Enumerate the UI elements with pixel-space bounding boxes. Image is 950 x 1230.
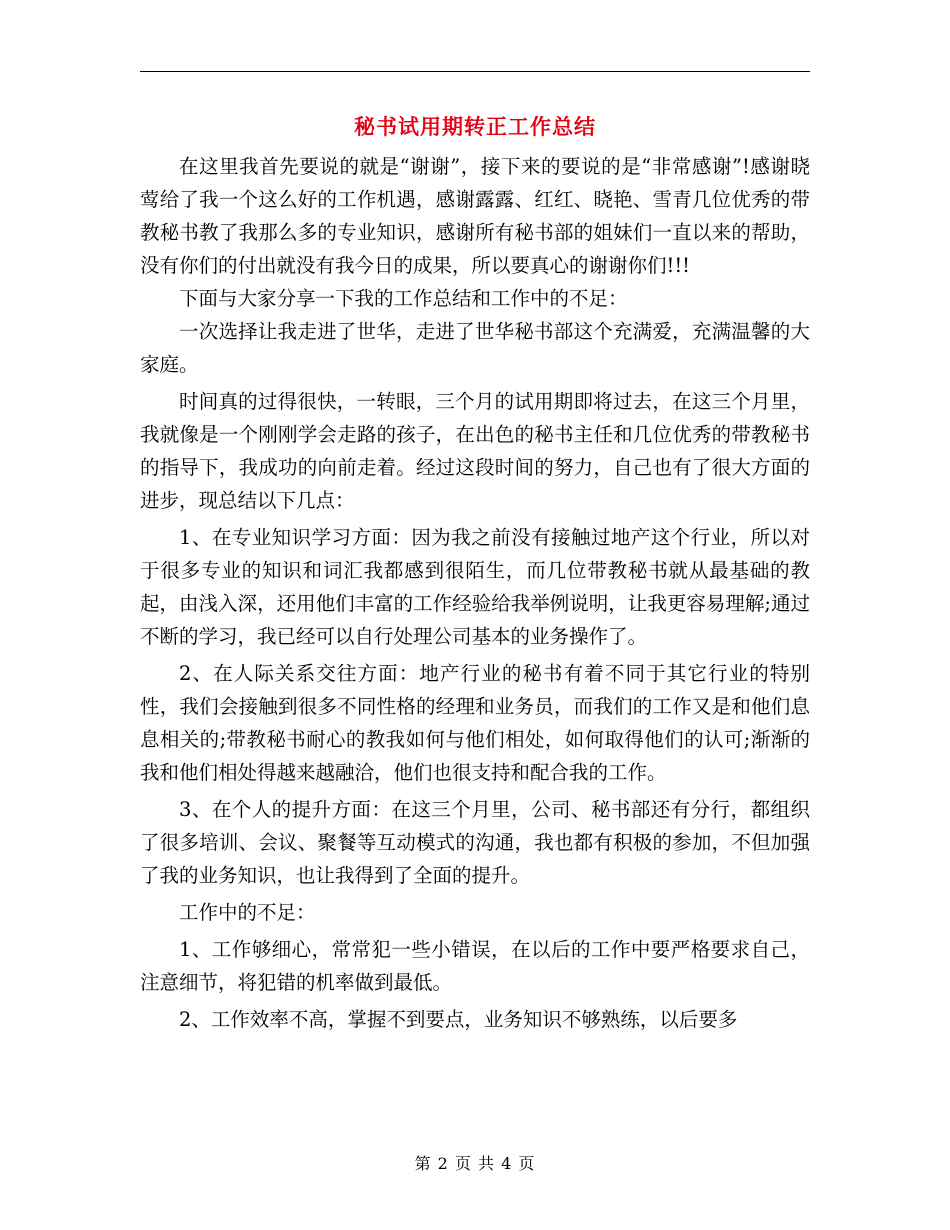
paragraph-shortcomings-heading: 工作中的不足： xyxy=(179,901,316,924)
paragraph-choice: 一次选择让我走进了世华，走进了世华秘书部这个充满爱，充满温馨的大家庭。 xyxy=(140,320,810,376)
paragraph-point-2: 2、在人际关系交往方面：地产行业的秘书有着不同于其它行业的特别性，我们会接触到很多不同性格的经理和业务员，而我们的工作又是和他们息息相关的;带教秘书耐心的教我如何与他们相处，如何取得他们的认可;渐渐的我和他们相处得越来越融洽，他们也很支持和配合我的工作。 xyxy=(140,662,810,784)
paragraph-intro: 下面与大家分享一下我的工作总结和工作中的不足： xyxy=(179,287,628,310)
paragraph-thanks: 在这里我首先要说的就是“谢谢”，接下来的要说的是“非常感谢”!感谢晓莺给了我一个这么好的工作机遇，感谢露露、红红、晓艳、雪青几位优秀的带教秘书教了我那么多的专业知识，感谢所有秘书部的姐妹们一直以来的帮助，没有你们的付出就没有我今日的成果，所以要真心的谢谢你们!!! xyxy=(140,155,810,277)
paragraph-point-1: 1、在专业知识学习方面：因为我之前没有接触过地产这个行业，所以对于很多专业的知识和词汇我都感到很陌生，而几位带教秘书就从最基础的教起，由浅入深，还用他们丰富的工作经验给我举例说明，让我更容易理解;通过不断的学习，我已经可以自行处理公司基本的业务操作了。 xyxy=(140,526,810,648)
page-number: 第 2 页 共 4 页 xyxy=(414,1154,536,1173)
paragraph-point-3: 3、在个人的提升方面：在这三个月里，公司、秘书部还有分行，都组织了很多培训、会议、聚餐等互动模式的沟通，我也都有积极的参加，不但加强了我的业务知识，也让我得到了全面的提升。 xyxy=(140,798,810,887)
header-rule xyxy=(140,71,810,72)
paragraph-shortcoming-1: 1、工作够细心，常常犯一些小错误，在以后的工作中要严格要求自己，注意细节，将犯错的机率做到最低。 xyxy=(140,938,810,994)
paragraph-time: 时间真的过得很快，一转眼，三个月的试用期即将过去，在这三个月里，我就像是一个刚刚学会走路的孩子，在出色的秘书主任和几位优秀的带教秘书的指导下，我成功的向前走着。经过这段时间的努力，自己也有了很大方面的进步，现总结以下几点： xyxy=(140,390,810,512)
paragraph-shortcoming-2: 2、工作效率不高，掌握不到要点，业务知识不够熟练，以后要多 xyxy=(179,1008,738,1031)
document-body xyxy=(140,150,810,1036)
document-title: 秘书试用期转正工作总结 xyxy=(354,114,596,139)
